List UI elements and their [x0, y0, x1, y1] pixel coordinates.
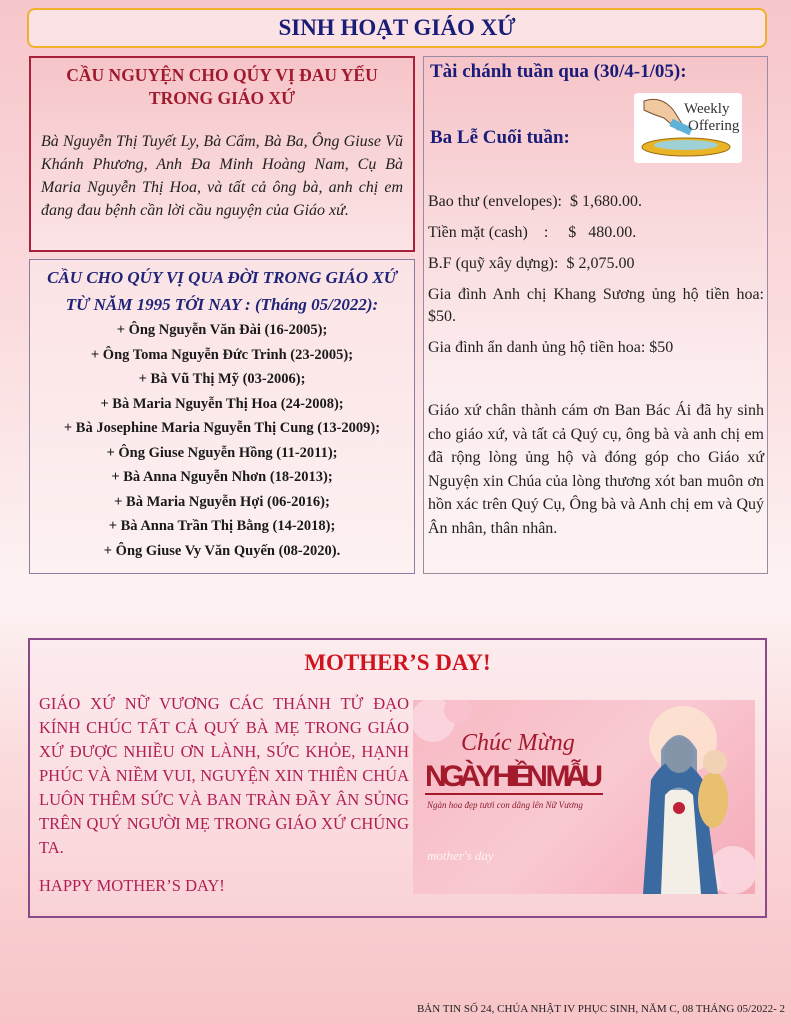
deceased-title-line2: TỪ NĂM 1995 TỚI NAY : (Tháng 05/2022): [65, 295, 379, 314]
list-item: + Bà Anna Trần Thị Bằng (14-2018); [108, 518, 336, 534]
list-item: + Bà Vũ Thị Mỹ (03-2006); [138, 371, 306, 387]
finance-title: Tài chánh tuần qua (30/4-1/05): [430, 61, 687, 82]
list-item: + Ông Giuse Nguyễn Hồng (11-2011); [106, 444, 338, 461]
sick-title-line2: TRONG GIÁO XỨ [148, 88, 296, 108]
deceased-list [34, 318, 410, 563]
finance-box [423, 56, 768, 574]
image-watermark-text: mother's day [427, 848, 494, 863]
mothers-day-closing: HAPPY MOTHER’S DAY! [39, 876, 225, 895]
list-item: + Ông Nguyễn Văn Đài (16-2005); [116, 322, 328, 338]
image-caption-text: Ngàn hoa đẹp tươi con dâng lên Nữ Vương [427, 800, 583, 810]
mothers-day-text [39, 692, 409, 898]
deceased-title [34, 264, 410, 318]
image-script-text: Chúc Mừng [461, 730, 575, 756]
donation-2: Gia đình ẩn danh ủng hộ tiền hoa: $50 [428, 339, 674, 356]
thanks-text: Giáo xứ chân thành cám ơn Ban Bác Ái đã hy sinh cho giáo xứ, và tất cả Quý cụ, ông bà và anh chị em đã rộng lòng ủng hộ và đóng góp cho Giáo xứ Nguyện xin Chúa của lòng thương xót ban muôn ơn hồn xác trên Quý Cụ, Ông bà và Anh chị em và Quý Ân nhân, thân nhân. [428, 402, 764, 537]
deceased-prayer-box [29, 259, 415, 574]
offering-plate-icon [634, 93, 742, 163]
building-fund-amount: B.F (quỹ xây dựng): $ 2,075.00 [428, 255, 635, 272]
list-item: + Bà Josephine Maria Nguyễn Thị Cung (13-2009); [63, 420, 381, 436]
image-title-text: NGÀY HIỀN MẪU [425, 760, 603, 793]
list-item: + Bà Maria Nguyễn Thị Hoa (24-2008); [100, 395, 344, 412]
mothers-day-title: MOTHER’S DAY! [304, 650, 491, 675]
list-item: + Bà Anna Nguyễn Nhơn (18-2013); [111, 469, 333, 485]
mothers-day-box [28, 638, 767, 918]
list-item: + Bà Maria Nguyễn Hợi (06-2016); [114, 493, 330, 510]
list-item: + Ông Toma Nguyễn Đức Trinh (23-2005); [90, 346, 354, 363]
sick-prayer-box [29, 56, 415, 252]
sick-title [41, 64, 403, 110]
image-text-weekly: Weekly [684, 101, 730, 117]
donation-1: Gia đình Anh chị Khang Sương ủng hộ tiền hoa: $50. [428, 286, 764, 325]
cash-amount: Tiền mặt (cash) : $ 480.00. [428, 224, 637, 241]
list-item: + Ông Giuse Vy Văn Quyến (08-2020). [103, 542, 341, 559]
image-text-offering: Offering [688, 118, 740, 134]
sick-list: Bà Nguyễn Thị Tuyết Ly, Bà Cẩm, Bà Ba, Ông Giuse Vũ Khánh Phương, Anh Đa Minh Hoàng Nam, Cụ Bà Maria Nguyễn Thị Hoa, và tất cả ông bà, anh chị em đang đau bệnh cần lời cầu nguyện của Giáo xứ. [41, 133, 403, 219]
mothers-day-body: GIÁO XỨ NỮ VƯƠNG CÁC THÁNH TỬ ĐẠO KÍNH CHÚC TẤT CẢ QUÝ BÀ MẸ TRONG GIÁO XỨ ĐƯỢC NHIỀU ƠN LÀNH, SỨC KHỎE, HẠNH PHÚC VÀ NIỀM VUI, NGUYỆN XIN THIÊN CHÚA LUÔN THÊM SỨC VÀ BAN TRÀN ĐẦY ÂN SỦNG TRÊN QUÝ NGƯỜI MẸ TRONG GIÁO XỨ CHÚNG TA. [39, 694, 409, 857]
virgin-mary-illustration [413, 700, 755, 894]
finance-subtitle: Ba Lễ Cuối tuần: [430, 127, 570, 148]
weekly-offering-image [634, 93, 742, 163]
deceased-title-line1: CẦU CHO QÚY VỊ QUA ĐỜI TRONG GIÁO XỨ [47, 268, 397, 287]
envelopes-amount: Bao thư (envelopes): $ 1,680.00. [428, 193, 642, 210]
section-title: SINH HOẠT GIÁO XỨ [27, 8, 767, 48]
sick-title-line1: CẦU NGUYỆN CHO QÚY VỊ ĐAU YẾU [66, 65, 378, 85]
mothers-day-image [413, 700, 755, 894]
footer-text: BẢN TIN SỐ 24, CHÚA NHẬT IV PHỤC SINH, NĂM C, 08 THÁNG 05/2022- 2 [416, 1003, 785, 1015]
